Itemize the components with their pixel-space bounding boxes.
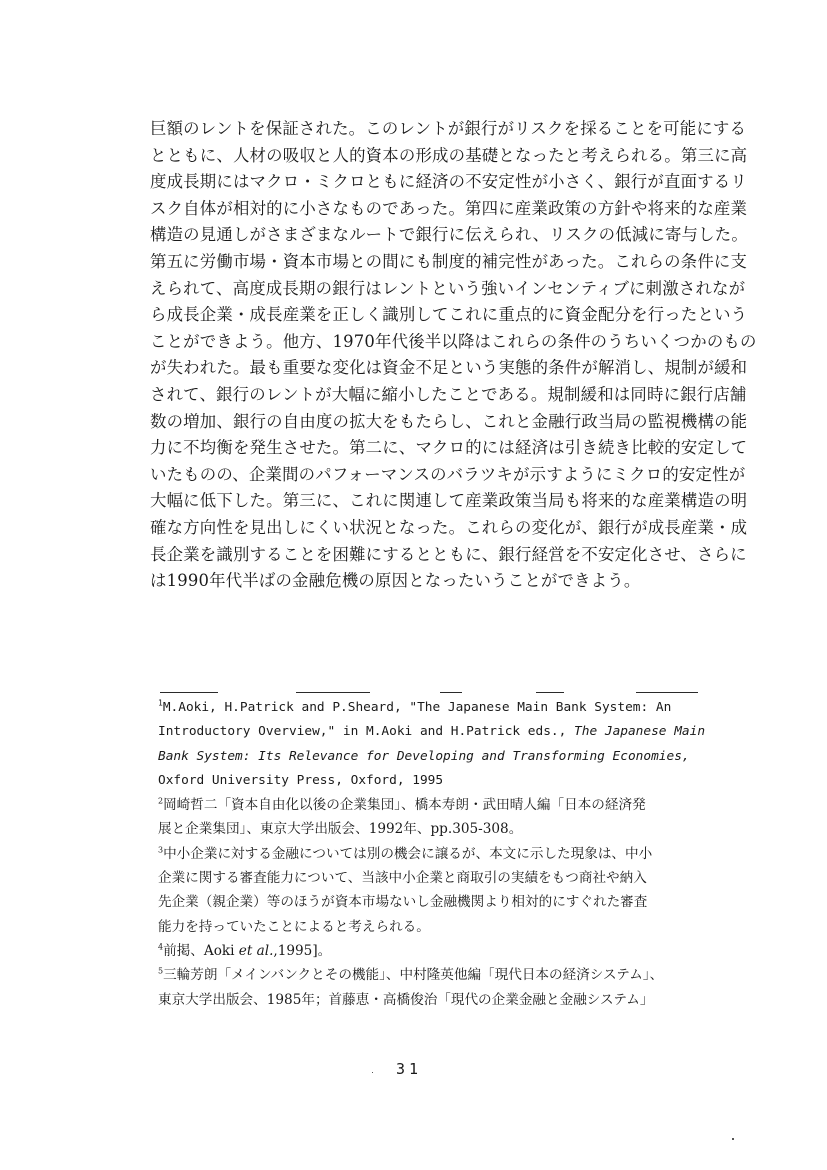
- body-line: 度成長期にはマクロ・ミクロともに経済の不安定性が小さく、銀行が直面するリ: [150, 172, 747, 192]
- footnote-2-line: 展と企業集団」、東京大学出版会、1992年、pp.305-308。: [158, 821, 523, 838]
- footnote-1-line: Oxford University Press, Oxford, 1995: [158, 772, 444, 788]
- footnote-mark: 5: [158, 966, 164, 976]
- footnote-3-line: 能力を持っていたことによると考えられる。: [158, 918, 430, 935]
- footnote-5-line: 東京大学出版会、1985年；首藤恵・高橋俊治「現代の企業金融と金融システム」: [158, 991, 654, 1008]
- scan-speck: [372, 1072, 373, 1073]
- body-line: 確な方向性を見出しにくい状況となった。これらの変化が、銀行が成長産業・成: [150, 517, 748, 537]
- book-title: The Japanese Main: [574, 724, 706, 740]
- body-line: 構造の見通しがさまざまなルートで銀行に伝えられ、リスクの低減に寄与した。: [150, 225, 748, 245]
- footnote-5: $^5$三輪芳朗「メインバンクとその機能」、中村隆英他編「現代日本の経済システム」、: [158, 966, 664, 984]
- body-line: えられて、高度成長期の銀行はレントという強いインセンティブに刺激されなが: [150, 278, 746, 298]
- footnotes: [158, 696, 728, 1012]
- footnote-mark: 1: [158, 698, 163, 708]
- footnote-mark: 3: [158, 845, 164, 855]
- body-line: は1990年代半ばの金融危機の原因となったいうことができよう。: [150, 571, 641, 591]
- body-line: 第五に労働市場・資本市場との間にも制度的補完性があった。これらの条件に支: [150, 251, 748, 271]
- footnote-mark: 4: [158, 942, 164, 952]
- body-line: 長企業を識別することを困難にするとともに、銀行経営を不安定化させ、さらに: [150, 544, 747, 564]
- body-line: 大幅に低下した。第三に、これに関連して産業政策当局も将来的な産業構造の明: [150, 491, 748, 511]
- body-line: 力に不均衡を発生させた。第二に、マクロ的には経済は引き続き比較的安定して: [150, 438, 748, 458]
- body-line: ら成長企業・成長産業を正しく識別してこれに重点的に資金配分を行ったという: [150, 305, 748, 325]
- footnote-1: $^1$M.Aoki, H.Patrick and P.Sheard, "The Japanese Main Bank System: An: [158, 698, 672, 715]
- footnote-1-line: Bank System: Its Relevance for Developing and Transforming Economies,: [158, 748, 690, 764]
- scan-speck: [732, 1138, 734, 1140]
- body-line: ことができよう。他方、1970年代後半以降はこれらの条件のうちいくつかのもの: [150, 331, 757, 351]
- body-line: いたものの、企業間のパフォーマンスのバラツキが示すようにミクロ的安定性が: [150, 464, 746, 484]
- body-paragraph: [150, 116, 757, 595]
- footnote-rule-segment: [296, 692, 370, 693]
- footnote-3-line: 先企業（親企業）等のほうが資本市場ないし金融機関より相対的にすぐれた審査: [158, 894, 648, 911]
- footnote-mark: 2: [158, 796, 164, 806]
- footnote-1-line: Introductory Overview," in M.Aoki and H.Patrick eds., The Japanese Main: [158, 724, 706, 740]
- body-line: とともに、人材の吸収と人的資本の形成の基礎となったと考えられる。第三に高: [150, 145, 748, 165]
- footnote-rule-segment: [160, 692, 218, 693]
- body-line: されて、銀行のレントが大幅に縮小したことである。規制緩和は同時に銀行店舗: [150, 384, 747, 404]
- footnote-rule-segment: [440, 692, 462, 693]
- footnote-3: $^3$中小企業に対する金融については別の機会に譲るが、本文に示した現象は、中小: [158, 845, 653, 862]
- body-line: 巨額のレントを保証された。このレントが銀行がリスクを採ることを可能にする: [150, 119, 747, 138]
- body-line: 数の増加、銀行の自由度の拡大をもたらし、これと金融行政当局の監視機構の能: [150, 411, 748, 431]
- footnote-4: $^4$前掲、Aoki et al.,1995]。: [158, 942, 332, 959]
- body-line: が失われた。最も重要な変化は資金不足という実態的条件が解消し、規制が緩和: [150, 358, 748, 378]
- footnote-3-line: 企業に関する審査能力について、当該中小企業と商取引の実績をもつ商社や納入: [158, 870, 647, 887]
- footnote-rule-segment: [536, 692, 564, 693]
- footnote-rule-segment: [636, 692, 698, 693]
- body-line: スク自体が相対的に小さなものであった。第四に産業政策の方針や将来的な産業: [150, 198, 748, 218]
- page-number: 31: [396, 1060, 423, 1078]
- footnote-2: $^2$岡崎哲二「資本自由化以後の企業集団」、橋本寿朗・武田晴人編「日本の経済発: [158, 796, 646, 814]
